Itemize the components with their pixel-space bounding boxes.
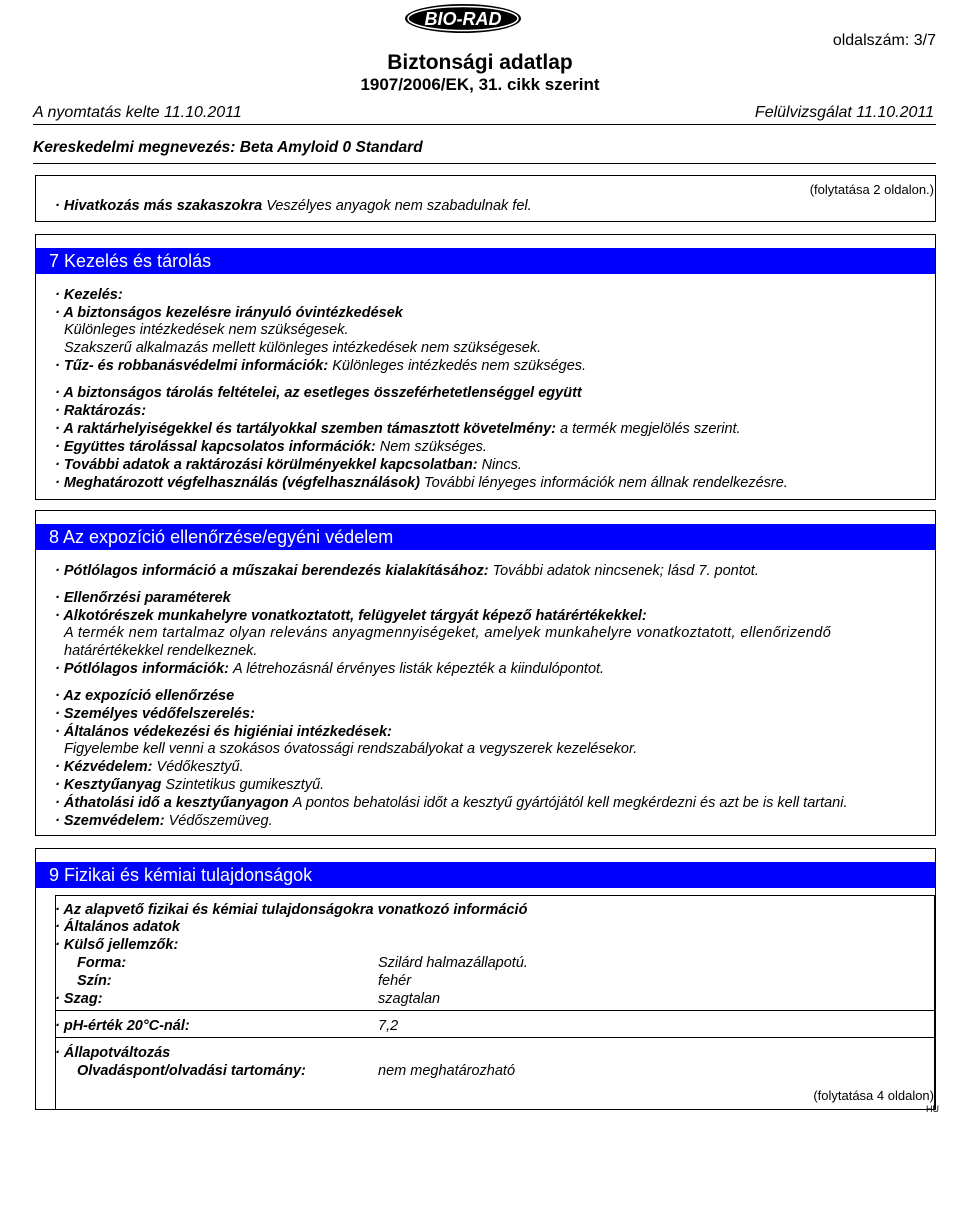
storage-requirements [55, 421, 741, 438]
ppe-label: · Személyes védőfelszerelés: [55, 706, 255, 722]
further-text: Nincs. [481, 457, 522, 473]
trade-name: Kereskedelmi megnevezés: Beta Amyloid 0 Standard [33, 139, 423, 156]
ph-value: 7,2 [378, 1018, 399, 1034]
section-reference-text: Veszélyes anyagok nem szabadulnak fel. [266, 198, 532, 214]
hygiene-label: · Általános védekezési és higiéniai intézkedések: [55, 724, 392, 740]
header-rule-bottom [33, 163, 936, 164]
enduse-label: · Meghatározott végfelhasználás (végfelhasználások) [55, 475, 421, 491]
section7-heading: 7 Kezelés és tárolás [35, 248, 935, 274]
penetration-time [55, 795, 848, 812]
color-label: Szín: [77, 973, 112, 989]
hand-text: Védőkesztyű. [156, 759, 244, 775]
glove-text: Szintetikus gumikesztyű. [165, 777, 325, 793]
further-storage [55, 457, 522, 474]
hygiene-text: Figyelembe kell venni a szokásos óvatossági rendszabályokat a vegyszerek kezelésekor. [64, 741, 638, 757]
components-line2: határértékekkel rendelkeznek. [64, 643, 258, 659]
engineering-info [55, 563, 759, 580]
page-number: oldalszám: 3/7 [832, 32, 936, 49]
enduse-text: További lényeges információk nem állnak rendelkezésre. [424, 475, 788, 491]
bio-rad-logo [404, 3, 522, 34]
section9-heading: 9 Fizikai és kémiai tulajdonságok [35, 862, 935, 888]
components-line1: A termék nem tartalmaz olyan releváns anyagmennyiségeket, amelyek munkahelyre vonatkoztatott, ellenőrizendő [64, 625, 832, 641]
glove-label: · Kesztyűanyag [55, 777, 162, 793]
revision-date: Felülvizsgálat 11.10.2011 [754, 104, 934, 121]
control-params-label: · Ellenőrzési paraméterek [55, 590, 231, 606]
handling-label: · Kezelés: [55, 287, 123, 303]
additional-info [55, 661, 604, 678]
storage-label: · Raktározás: [55, 403, 147, 419]
additional-label: · Pótlólagos információ a műszakai berendezés kialakításához: [55, 563, 489, 579]
hand-protection [55, 759, 244, 776]
additional-text: További adatok nincsenek; lásd 7. pontot. [492, 563, 759, 579]
ph-label: · pH-érték 20°C-nál: [55, 1018, 190, 1034]
addinfo-label: · Pótlólagos információk: [55, 661, 230, 677]
penetration-text: A pontos behatolási időt a kesztyű gyártójától kell megkérdezni és azt be is kell tartani. [292, 795, 848, 811]
joint-text: Nem szükséges. [379, 439, 487, 455]
odor-value: szagtalan [378, 991, 441, 1007]
general-info-label: · Általános adatok [55, 919, 180, 935]
print-date: A nyomtatás kelte 11.10.2011 [33, 104, 242, 121]
joint-label: · Együttes tárolással kapcsolatos információk: [55, 439, 376, 455]
end-use [55, 475, 788, 492]
components-label: · Alkotórészek munkahelyre vonatkoztatott, felügyelet tárgyát képező határértékekkel: [55, 608, 647, 624]
properties-divider-1 [55, 1010, 935, 1011]
requirements-label: · A raktárhelyiségekkel és tartályokkal szemben támasztott követelmény: [55, 421, 557, 437]
fire-protection [55, 358, 586, 375]
precautions-line2: Szakszerű alkalmazás mellett különleges intézkedések nem szükségesek. [64, 340, 542, 356]
eye-text: Védőszemüveg. [168, 813, 273, 829]
form-value: Szilárd halmazállapotú. [378, 955, 528, 971]
fire-text: Különleges intézkedés nem szükséges. [332, 358, 587, 374]
melting-label: Olvadáspont/olvadási tartomány: [77, 1063, 306, 1079]
section-reference [55, 198, 532, 215]
color-value: fehér [378, 973, 412, 989]
exposure-label: · Az expozíció ellenőrzése [55, 688, 235, 704]
state-change-label: · Állapotváltozás [55, 1045, 171, 1061]
eye-label: · Szemvédelem: [55, 813, 165, 829]
melting-value: nem meghatározható [378, 1063, 516, 1079]
precautions-label: · A biztonságos kezelésre irányuló óvintézkedések [55, 305, 403, 321]
basic-properties-label: · Az alapvető fizikai és kémiai tulajdonságokra vonatkozó információ [55, 902, 528, 918]
odor-label: · Szag: [55, 991, 103, 1007]
further-label: · További adatok a raktározási körülményekkel kapcsolatban: [55, 457, 478, 473]
form-label: Forma: [77, 955, 127, 971]
continuation-note-bottom: (folytatása 4 oldalon) [813, 1088, 934, 1103]
eye-protection [55, 813, 273, 830]
section-reference-label: · Hivatkozás más szakaszokra [55, 198, 263, 214]
language-code: HU [926, 1104, 939, 1114]
logo-text: BIO-RAD [424, 9, 502, 29]
storage-conditions-label: · A biztonságos tárolás feltételei, az esetleges összeférhetetlenséggel együtt [55, 385, 582, 401]
hand-label: · Kézvédelem: [55, 759, 153, 775]
section8-heading: 8 Az expozíció ellenőrzése/egyéni védelem [35, 524, 935, 550]
joint-storage [55, 439, 487, 456]
requirements-text: a termék megjelölés szerint. [560, 421, 741, 437]
precautions-line1: Különleges intézkedések nem szükségesek. [64, 322, 349, 338]
penetration-label: · Áthatolási idő a kesztyűanyagon [55, 795, 289, 811]
document-title: Biztonsági adatlap [387, 51, 573, 74]
glove-material [55, 777, 324, 794]
fire-label: · Tűz- és robbanásvédelmi információk: [55, 358, 329, 374]
document-subtitle: 1907/2006/EK, 31. cikk szerint [360, 75, 600, 94]
addinfo-text: A létrehozásnál érvényes listák képezték a kiindulópontot. [233, 661, 605, 677]
header-rule [33, 124, 936, 125]
appearance-label: · Külső jellemzők: [55, 937, 179, 953]
continuation-note-top: (folytatása 2 oldalon.) [809, 182, 934, 197]
properties-divider-2 [55, 1037, 935, 1038]
